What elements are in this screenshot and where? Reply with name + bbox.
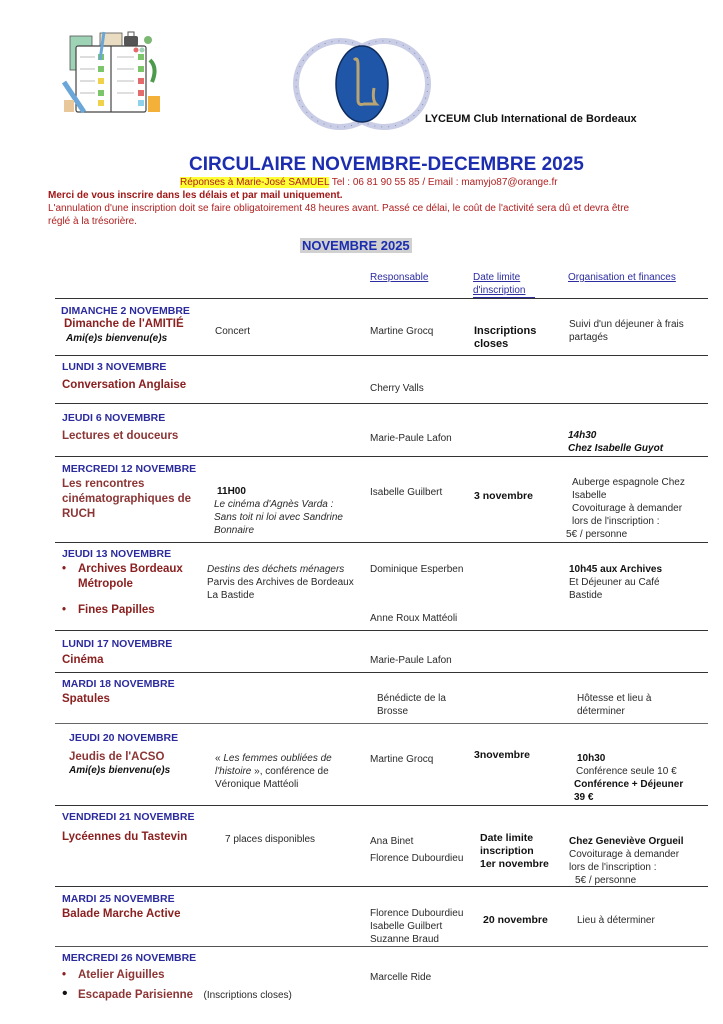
column-header-date-limite-line1: Date limite bbox=[473, 272, 521, 283]
event-responsable: Cherry Valls bbox=[370, 383, 424, 394]
event-title-line1: Les rencontres bbox=[62, 478, 145, 490]
event-day: VENDREDI 21 NOVEMBRE bbox=[62, 811, 195, 823]
month-title: NOVEMBRE 2025 bbox=[302, 238, 410, 253]
event-org-line1: 14h30 bbox=[568, 430, 597, 441]
event-title: Cinéma bbox=[62, 654, 104, 666]
event-day: MARDI 25 NOVEMBRE bbox=[62, 893, 175, 905]
event-responsable: Marcelle Ride bbox=[370, 972, 432, 983]
column-header-date-limite-line2: d'inscription bbox=[473, 285, 526, 296]
event-day: MERCREDI 26 NOVEMBRE bbox=[62, 952, 197, 964]
event-organisation bbox=[566, 476, 685, 541]
event-deadline: 20 novembre bbox=[483, 914, 548, 926]
event-org-line4: 39 € bbox=[574, 792, 594, 803]
event-title-line2: cinématographiques de bbox=[62, 493, 192, 505]
event-day: DIMANCHE 2 NOVEMBRE bbox=[61, 305, 190, 317]
event-description-line3: Véronique Mattéoli bbox=[215, 779, 299, 790]
event-responsable: Martine Grocq bbox=[370, 326, 434, 337]
event-day: MERCREDI 12 NOVEMBRE bbox=[62, 463, 197, 475]
row-divider bbox=[55, 355, 708, 356]
event-description-line1 bbox=[215, 752, 332, 765]
row-divider bbox=[55, 672, 708, 673]
event-item-line1: • Archives Bordeaux bbox=[78, 563, 183, 575]
event-organisation bbox=[569, 835, 684, 887]
event-title: Dimanche de l'AMITIÉ bbox=[64, 318, 184, 330]
event-org-line1: Hôtesse et lieu à bbox=[577, 693, 652, 704]
event-organisation bbox=[577, 692, 652, 718]
event-time: 11H00 bbox=[217, 486, 246, 497]
event-org-line2: Chez Isabelle Guyot bbox=[568, 443, 664, 454]
event-responsable: Marie-Paule Lafon bbox=[370, 433, 452, 444]
event-org-line3: Conférence + Déjeuner bbox=[574, 779, 684, 790]
event-item bbox=[78, 562, 183, 592]
row-divider bbox=[55, 630, 708, 631]
column-header-responsable: Responsable bbox=[370, 272, 429, 283]
event-org-line2: Et Déjeuner au Café bbox=[569, 577, 660, 588]
event-org-line2: Conférence seule 10 € bbox=[576, 766, 677, 777]
event-responsable-line1: Bénédicte de la bbox=[377, 693, 446, 704]
event-org-line2: partagés bbox=[569, 332, 608, 343]
event-org-line2: Covoiturage à demander bbox=[569, 849, 680, 860]
event-deadline: 3 novembre bbox=[474, 490, 533, 502]
event-item-line2: Métropole bbox=[78, 578, 133, 590]
event-organisation bbox=[576, 752, 683, 804]
event-title bbox=[62, 477, 191, 522]
event-org-line4: lors de l'inscription : bbox=[572, 516, 660, 527]
planner-illustration bbox=[62, 30, 160, 120]
event-responsable-line1: Ana Binet bbox=[370, 836, 414, 847]
row-divider bbox=[55, 456, 708, 457]
event-responsable: Dominique Esperben bbox=[370, 564, 464, 575]
event-organisation bbox=[569, 563, 662, 602]
event-org-line2: Isabelle bbox=[572, 490, 607, 501]
event-day: LUNDI 17 NOVEMBRE bbox=[62, 638, 173, 650]
event-org-line3: Bastide bbox=[569, 590, 603, 601]
event-responsable-line2: Florence Dubourdieu bbox=[370, 853, 464, 864]
event-deadline-line1: Inscriptions bbox=[474, 325, 537, 337]
event-title-line3: RUCH bbox=[62, 508, 96, 520]
event-deadline bbox=[480, 832, 549, 871]
event-title: Conversation Anglaise bbox=[62, 379, 187, 391]
event-responsable-line3: Suzanne Braud bbox=[370, 934, 439, 945]
event-subtitle: Ami(e)s bienvenu(e)s bbox=[69, 765, 171, 776]
event-organisation bbox=[569, 318, 684, 344]
event-description bbox=[207, 563, 354, 602]
event-responsable: Anne Roux Mattéoli bbox=[370, 613, 458, 624]
event-description-line2: Parvis des Archives de Bordeaux bbox=[207, 577, 354, 588]
event-item-note: (Inscriptions closes) bbox=[203, 990, 292, 1001]
event-deadline-line2: inscription bbox=[480, 845, 534, 857]
event-responsable-line2: Isabelle Guilbert bbox=[370, 921, 443, 932]
event-organisation: Lieu à déterminer bbox=[577, 915, 655, 926]
event-responsable bbox=[370, 833, 463, 867]
event-title: Spatules bbox=[62, 693, 110, 705]
contact-highlight: Réponses à Marie-José SAMUEL bbox=[180, 177, 330, 188]
event-description-title-part2: l'histoire bbox=[215, 766, 252, 777]
event-description: Concert bbox=[215, 326, 251, 337]
page-title: CIRCULAIRE NOVEMBRE-DECEMBRE 2025 bbox=[189, 154, 584, 175]
event-day: LUNDI 3 NOVEMBRE bbox=[62, 361, 167, 373]
event-day: JEUDI 6 NOVEMBRE bbox=[62, 412, 166, 424]
event-description-line3: La Bastide bbox=[207, 590, 255, 601]
column-header-date-limite bbox=[473, 271, 526, 297]
event-description-line3: Bonnaire bbox=[214, 525, 255, 536]
row-divider bbox=[55, 298, 708, 299]
contact-line bbox=[180, 176, 558, 189]
event-title: Balade Marche Active bbox=[62, 908, 181, 920]
row-divider bbox=[55, 946, 708, 947]
event-day: JEUDI 20 NOVEMBRE bbox=[69, 732, 179, 744]
event-day: MARDI 18 NOVEMBRE bbox=[62, 678, 175, 690]
event-responsable: Martine Grocq bbox=[370, 754, 434, 765]
notice-line-2: réglé à la trésorière. bbox=[48, 216, 137, 227]
event-org-line1: Suivi d'un déjeuner à frais bbox=[569, 319, 684, 330]
event-item bbox=[78, 985, 292, 1003]
event-day: JEUDI 13 NOVEMBRE bbox=[62, 548, 172, 560]
event-description: 7 places disponibles bbox=[225, 834, 316, 845]
column-header-organisation: Organisation et finances bbox=[568, 272, 676, 283]
event-responsable: Isabelle Guilbert bbox=[370, 487, 443, 498]
event-deadline-line2: closes bbox=[474, 338, 509, 350]
quote-open: « bbox=[215, 753, 224, 764]
event-responsable-line2: Brosse bbox=[377, 706, 409, 717]
row-divider bbox=[55, 805, 708, 806]
notice-line-1: L'annulation d'une inscription doit se faire obligatoirement 48 heures avant. Passé ce délai, le coût de l'activité sera dû et devra être bbox=[48, 203, 630, 214]
event-org-line4: 5€ / personne bbox=[575, 875, 637, 886]
event-responsable bbox=[370, 907, 463, 946]
club-name: LYCEUM Club International de Bordeaux bbox=[425, 113, 637, 125]
event-description-title-part1: Les femmes oubliées de bbox=[223, 753, 332, 764]
notice-bold: Merci de vous inscrire dans les délais et par mail uniquement. bbox=[48, 190, 343, 201]
event-org-line3: lors de l'inscription : bbox=[569, 862, 657, 873]
event-deadline-line3: 1er novembre bbox=[480, 858, 549, 870]
event-org-line2: déterminer bbox=[577, 706, 625, 717]
event-org-line1: Chez Geneviève Orgueil bbox=[569, 836, 684, 847]
event-deadline-line1: Date limite bbox=[480, 832, 534, 844]
event-title: Jeudis de l'ACSO bbox=[69, 751, 165, 763]
event-organisation bbox=[568, 429, 663, 455]
event-description-line2 bbox=[215, 765, 332, 778]
event-description-line2: Sans toit ni loi avec Sandrine bbox=[214, 512, 343, 523]
event-deadline bbox=[474, 325, 536, 351]
event-description bbox=[215, 752, 332, 791]
event-responsable-line1: Florence Dubourdieu bbox=[370, 908, 464, 919]
event-org-line1: 10h30 bbox=[577, 753, 606, 764]
contact-details: Tel : 06 81 90 55 85 / Email : mamyjo87@orange.fr bbox=[329, 177, 558, 188]
event-responsable bbox=[377, 692, 446, 718]
event-item-title: Escapade Parisienne bbox=[78, 989, 194, 1001]
event-description-rest: », conférence de bbox=[251, 766, 329, 777]
row-divider bbox=[55, 886, 708, 887]
row-divider bbox=[55, 403, 708, 404]
event-org-line5: 5€ / personne bbox=[566, 529, 628, 540]
event-org-line1: 10h45 aux Archives bbox=[569, 564, 663, 575]
event-description bbox=[214, 485, 343, 537]
row-divider bbox=[55, 542, 708, 543]
event-org-line1: Auberge espagnole Chez bbox=[572, 477, 685, 488]
event-description-line1: Le cinéma d'Agnès Varda : bbox=[214, 499, 334, 510]
lyceum-logo bbox=[292, 38, 432, 130]
event-title: Lycéennes du Tastevin bbox=[62, 831, 188, 843]
event-responsable: Marie-Paule Lafon bbox=[370, 655, 452, 666]
event-subtitle: Ami(e)s bienvenu(e)s bbox=[66, 333, 168, 344]
event-description-line1: Destins des déchets ménagers bbox=[207, 564, 345, 575]
row-divider bbox=[55, 723, 708, 724]
event-item: • Atelier Aiguilles bbox=[78, 968, 165, 983]
event-item: • Fines Papilles bbox=[78, 603, 155, 618]
event-org-line3: Covoiturage à demander bbox=[572, 503, 683, 514]
event-title: Lectures et douceurs bbox=[62, 430, 179, 442]
event-deadline: 3novembre bbox=[474, 749, 531, 761]
